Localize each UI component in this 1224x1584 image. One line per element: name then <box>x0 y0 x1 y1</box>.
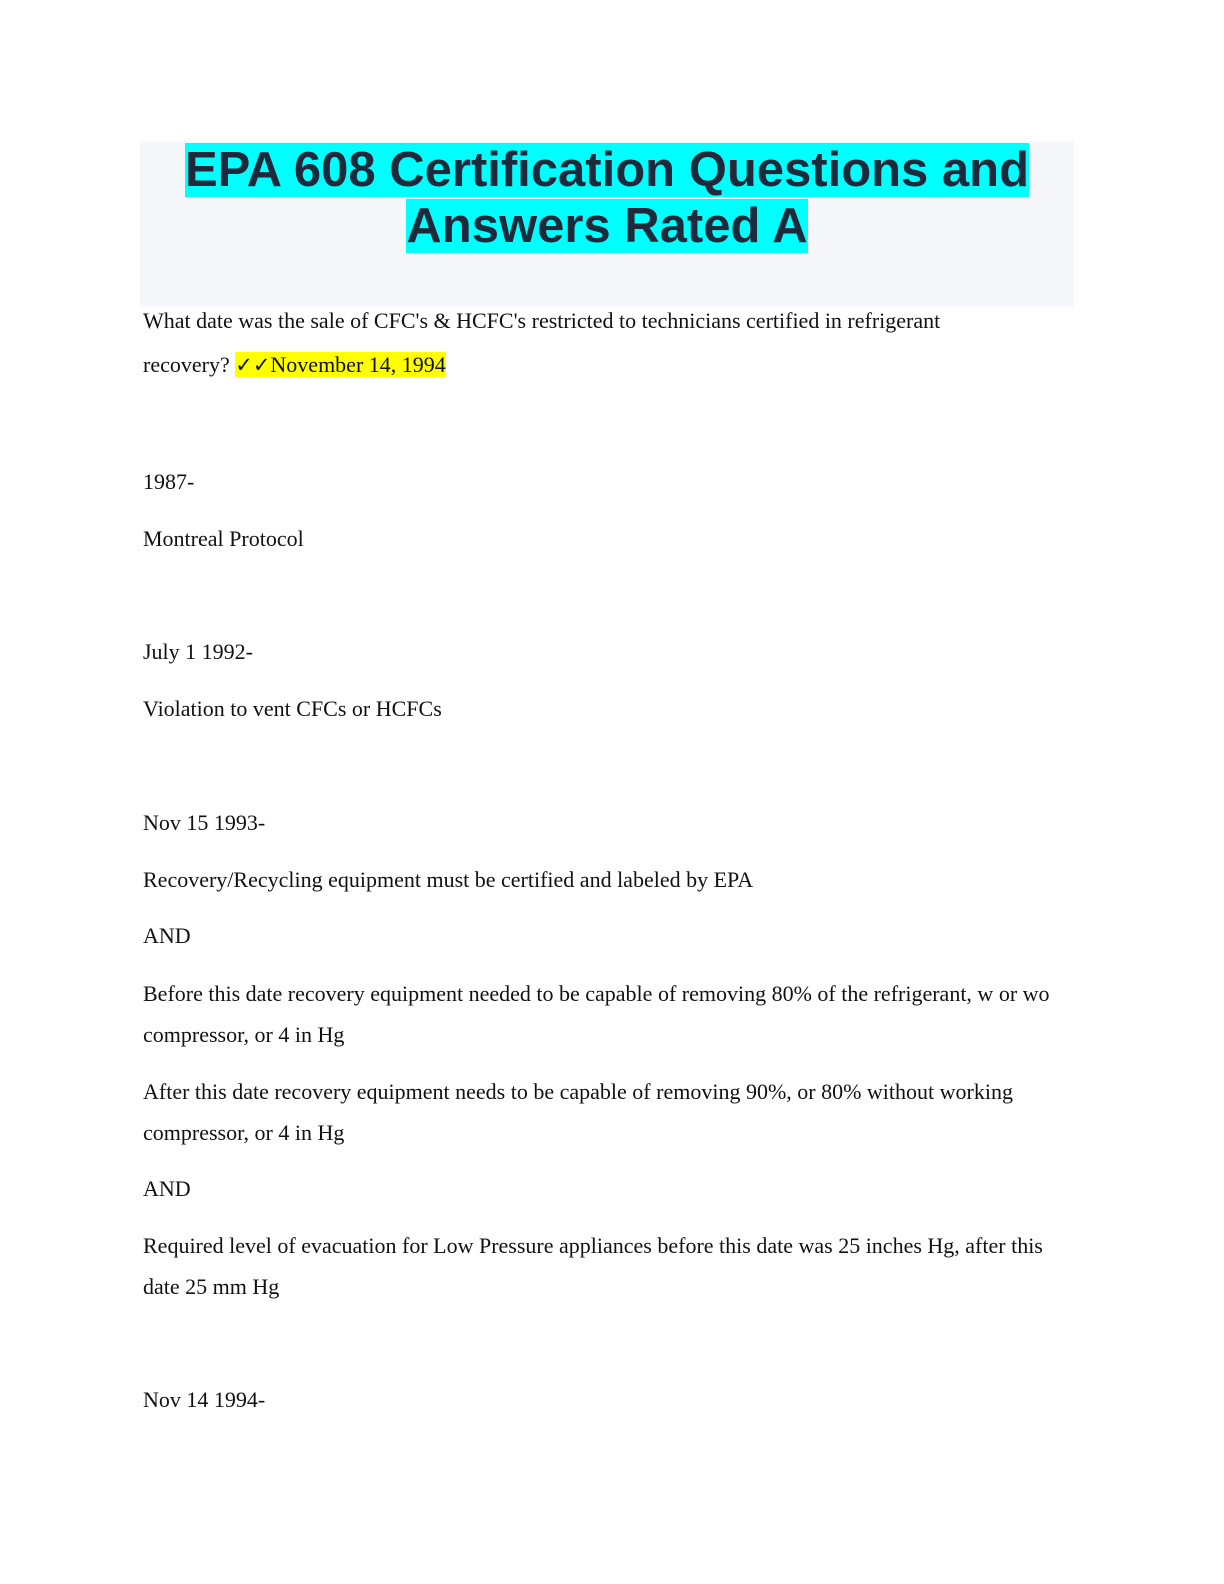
entry-description: Required level of evacuation for Low Pressure appliances before this date was 25 inches Hg, after this date 25 mm Hg <box>143 1233 1043 1299</box>
double-check-icon: ✓✓ <box>235 353 271 377</box>
entry-date: 1987- <box>143 469 195 494</box>
title-line-2: Answers Rated A <box>406 199 808 253</box>
title-line-1: EPA 608 Certification Questions and <box>184 143 1030 197</box>
entry-date: July 1 1992- <box>143 639 253 664</box>
answer-highlight <box>235 352 446 377</box>
document-title <box>140 141 1074 254</box>
entry-description: After this date recovery equipment needs to be capable of removing 90%, or 80% without working compressor, or 4 in Hg <box>143 1079 1013 1145</box>
question-line-1: What date was the sale of CFC's & HCFC's restricted to technicians certified in refrigerant <box>143 308 941 333</box>
entry-description: Before this date recovery equipment needed to be capable of removing 80% of the refrigerant, w or wo compressor, or 4 in Hg <box>143 981 1050 1047</box>
answer-text: November 14, 1994 <box>270 352 446 377</box>
entry-date: Nov 14 1994- <box>143 1387 266 1412</box>
title-block <box>140 141 1074 307</box>
entry-description: Montreal Protocol <box>143 526 304 551</box>
entry-and: AND <box>143 1176 191 1201</box>
entry-and: AND <box>143 923 191 948</box>
question-end: recovery? <box>143 352 230 377</box>
entry-date: Nov 15 1993- <box>143 810 266 835</box>
question-line-2 <box>143 343 446 387</box>
entry-description: Recovery/Recycling equipment must be certified and labeled by EPA <box>143 867 754 892</box>
entry-description: Violation to vent CFCs or HCFCs <box>143 696 442 721</box>
